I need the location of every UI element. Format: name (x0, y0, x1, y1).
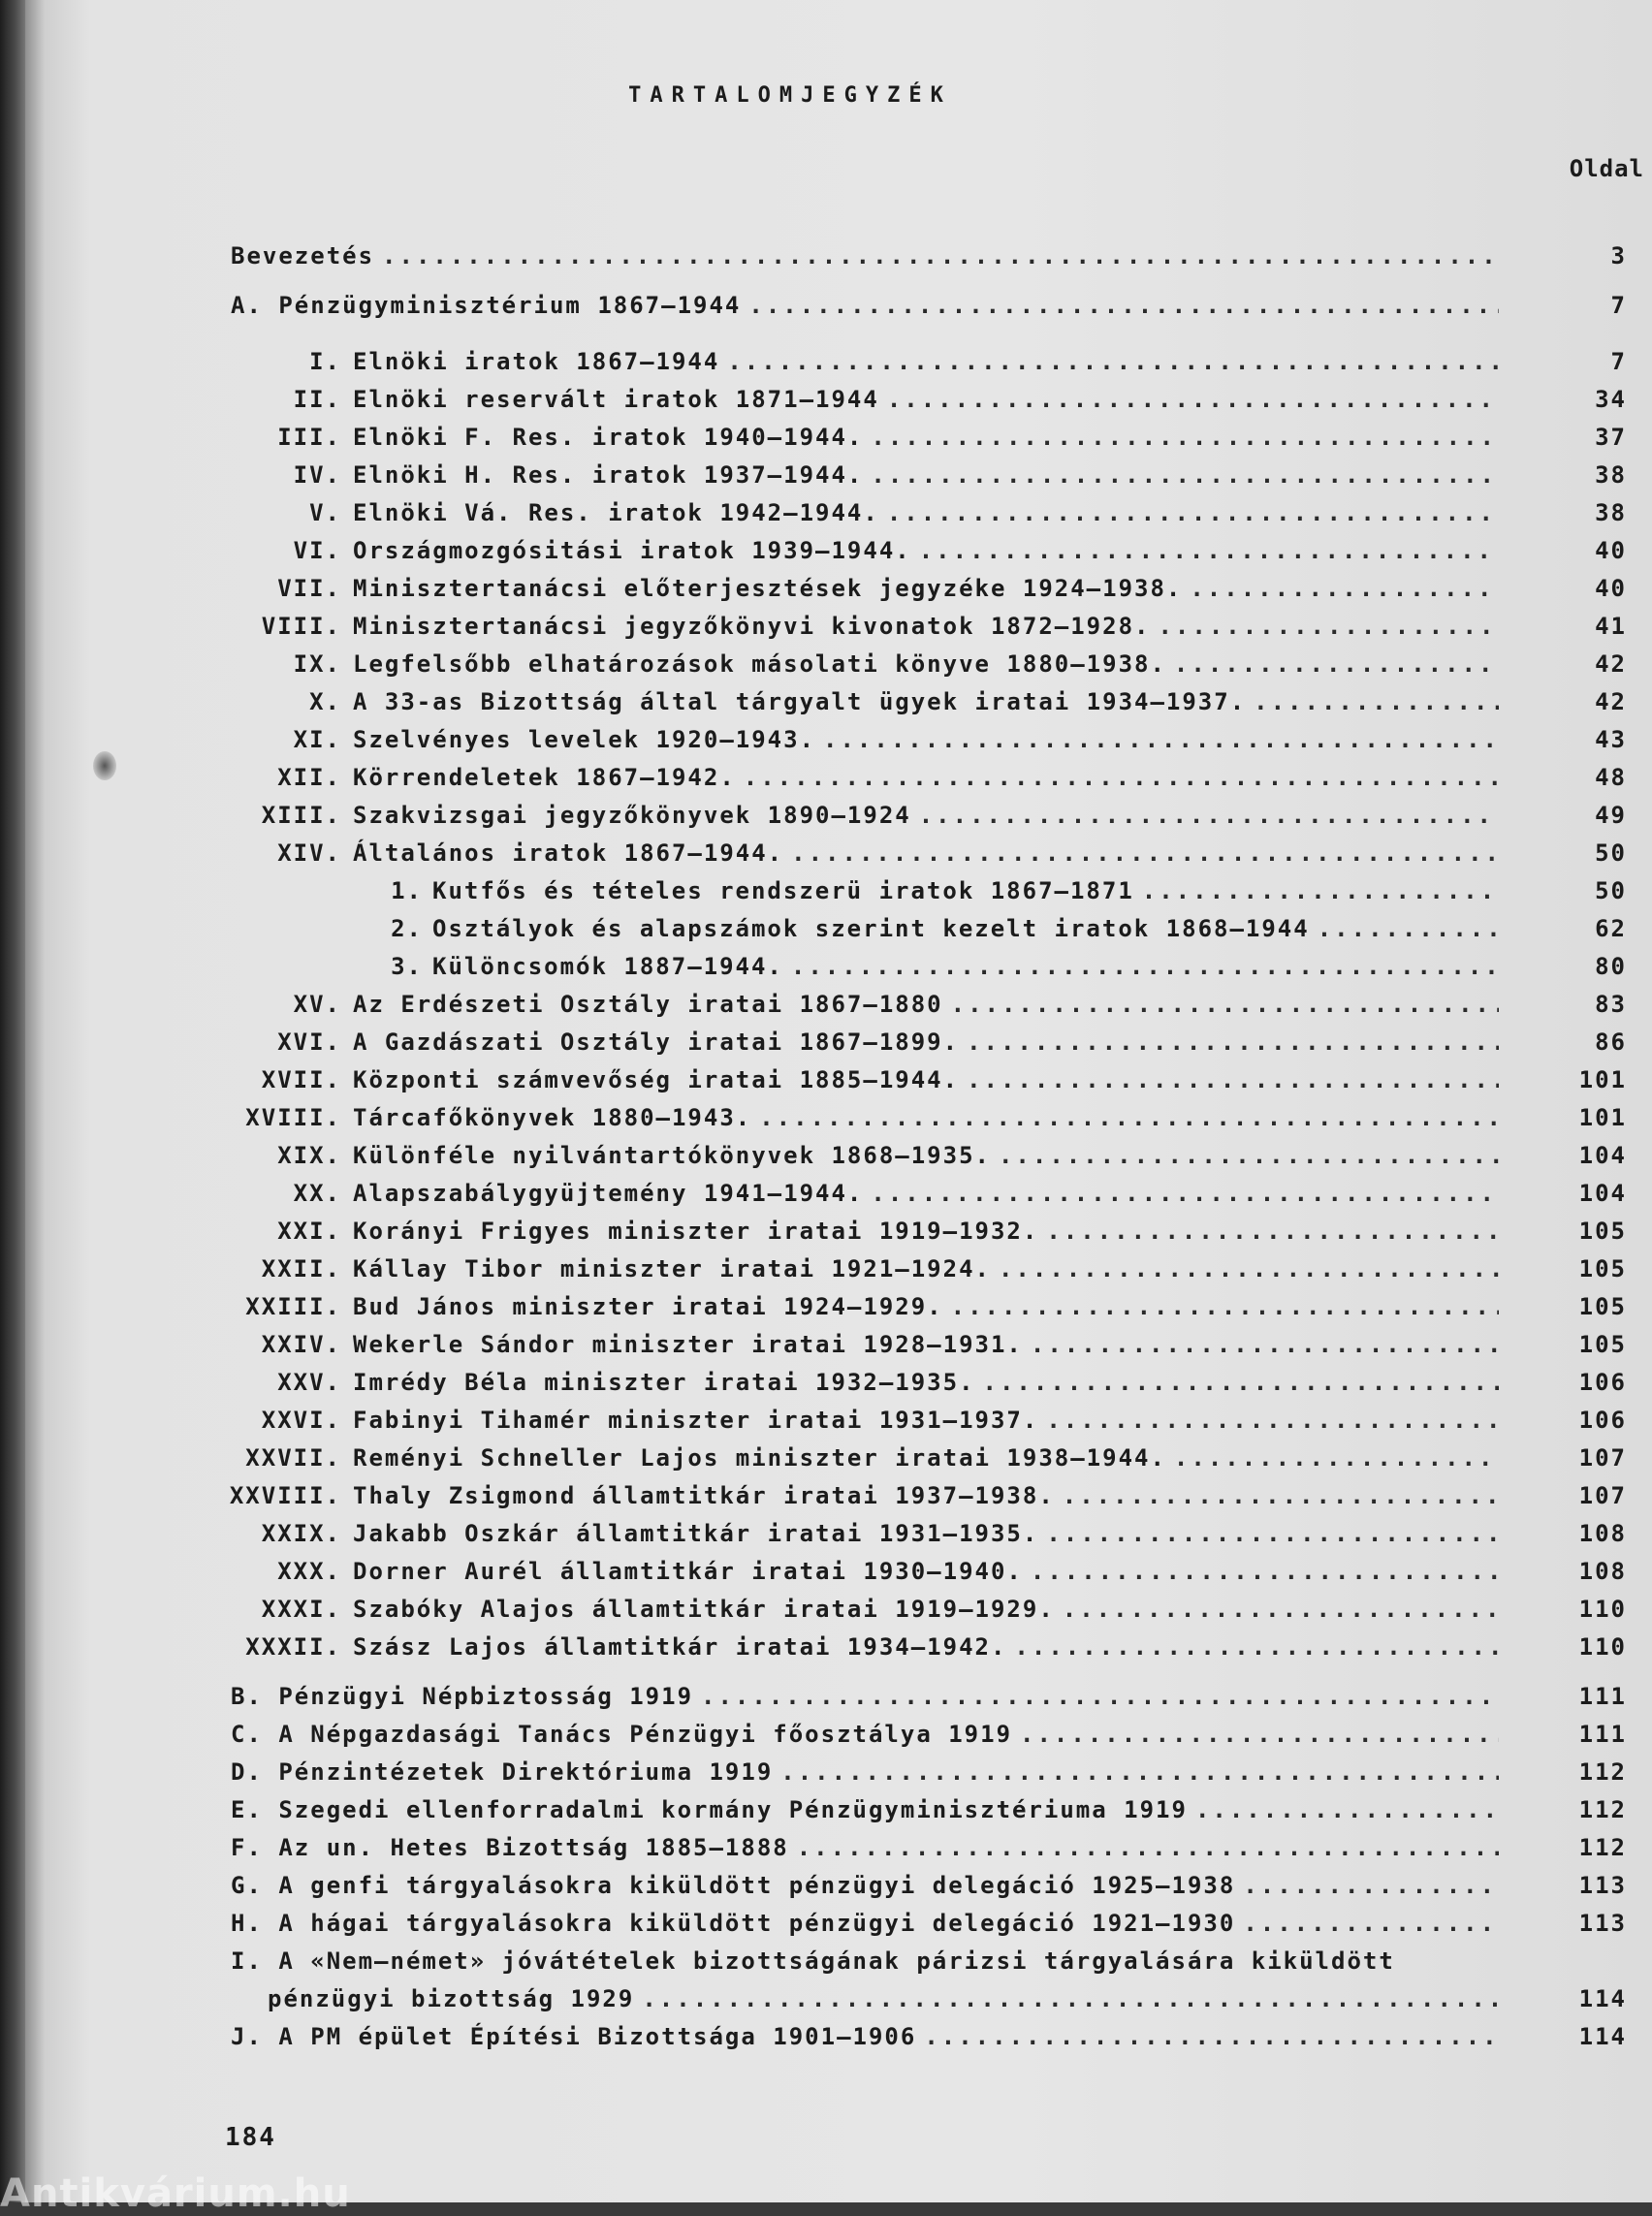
entry-text: Az Erdészeti Osztály iratai 1867–1880 (353, 991, 943, 1018)
entry-number: XXV. (277, 1369, 341, 1396)
dot-leader (1014, 1630, 1499, 1663)
entry-text: A. Pénzügyminisztérium 1867–1944 (231, 292, 742, 319)
entry-page-number: 106 (1578, 1369, 1627, 1396)
entry-number: XVII. (261, 1066, 341, 1093)
dot-leader (924, 2020, 1499, 2053)
entry-text: Bevezetés (231, 242, 375, 269)
page-title: TARTALOMJEGYZÉK (628, 83, 952, 108)
dot-leader (1174, 1441, 1499, 1474)
toc-subentry (25, 1404, 1652, 1437)
dot-leader (727, 345, 1499, 378)
entry-number: XVIII. (245, 1104, 341, 1131)
toc-subentry (25, 799, 1652, 832)
toc-subentry (25, 1593, 1652, 1626)
entry-text: E. Szegedi ellenforradalmi kormány Pénzügyminisztériuma 1919 (231, 1796, 1188, 1823)
entry-text: Jakabb Oszkár államtitkár iratai 1931–1935. (353, 1520, 1039, 1547)
entry-number: XIII. (261, 802, 341, 829)
entry-page-number: 114 (1578, 2023, 1627, 2050)
entry-number: VIII. (261, 613, 341, 640)
entry-text: Elnöki Vá. Res. iratok 1942–1944. (353, 499, 879, 526)
entry-page-number: 107 (1578, 1482, 1627, 1509)
toc-subentry (25, 1215, 1652, 1248)
entry-number: 2. (391, 915, 423, 942)
entry-number: XXVIII. (229, 1482, 341, 1509)
entry-text: Központi számvevőség iratai 1885–1944. (353, 1066, 960, 1093)
dot-leader (871, 1177, 1499, 1210)
entry-text: Elnöki F. Res. iratok 1940–1944. (353, 424, 864, 451)
entry-page-number: 112 (1578, 1758, 1627, 1786)
dot-leader (967, 1063, 1499, 1096)
toc-subentry (25, 345, 1652, 378)
entry-number: X. (309, 688, 341, 715)
entry-text: I. A «Nem–német» jóvátételek bizottságának párizsi tárgyalására kiküldött (231, 1947, 1395, 1975)
entry-page-number: 7 (1610, 348, 1627, 375)
entry-page-number: 106 (1578, 1407, 1627, 1434)
dot-leader (701, 1680, 1499, 1713)
toc-subentry (25, 1555, 1652, 1588)
entry-page-number: 113 (1578, 1872, 1627, 1899)
entry-text: Fabinyi Tihamér miniszter iratai 1931–1937. (353, 1407, 1039, 1434)
entry-text: G. A genfi tárgyalásokra kiküldött pénzügyi delegáció 1925–1938 (231, 1872, 1236, 1899)
toc-subsubentry (25, 874, 1652, 907)
entry-number: XXXII. (245, 1633, 341, 1661)
entry-text: Különféle nyilvántartókönyvek 1868–1935. (353, 1142, 991, 1169)
dot-leader (797, 1831, 1499, 1864)
footer-page-number: 184 (225, 2123, 276, 2152)
dot-leader (871, 421, 1499, 454)
entry-page-number: 111 (1578, 1721, 1627, 1748)
entry-page-number: 50 (1595, 877, 1627, 904)
entry-page-number: 105 (1578, 1255, 1627, 1282)
entry-page-number: 3 (1610, 242, 1627, 269)
dot-leader (983, 1366, 1499, 1399)
entry-number: II. (293, 386, 341, 413)
toc-subentry (25, 1026, 1652, 1059)
entry-number: XXIII. (245, 1293, 341, 1320)
entry-text: Általános iratok 1867–1944. (353, 839, 784, 867)
entry-page-number: 40 (1595, 537, 1627, 564)
entry-page-number: 108 (1578, 1520, 1627, 1547)
entry-number: XIX. (277, 1142, 341, 1169)
dot-leader (382, 239, 1499, 272)
toc-subentry (25, 496, 1652, 529)
entry-page-number: 83 (1595, 991, 1627, 1018)
entry-text: Imrédy Béla miniszter iratai 1932–1935. (353, 1369, 975, 1396)
entry-text: Dorner Aurél államtitkár iratai 1930–1940. (353, 1558, 1023, 1585)
toc-subentry (25, 1479, 1652, 1512)
entry-number: XXVII. (245, 1444, 341, 1472)
toc-subentry (25, 534, 1652, 567)
dot-leader (1031, 1555, 1499, 1588)
entry-text: C. A Népgazdasági Tanács Pénzügyi főosztálya 1919 (231, 1721, 1013, 1748)
dot-leader (791, 950, 1499, 983)
entry-page-number: 38 (1595, 461, 1627, 489)
toc-subentry (25, 459, 1652, 491)
entry-number: VII. (277, 575, 341, 602)
entry-page-number: 112 (1578, 1834, 1627, 1861)
entry-text: Alapszabálygyüjtemény 1941–1944. (353, 1180, 864, 1207)
dot-leader (887, 496, 1499, 529)
entry-text: Szelvényes levelek 1920–1943. (353, 726, 816, 753)
watermark: Antikvárium.hu (0, 2171, 351, 2216)
entry-page-number: 42 (1595, 650, 1627, 678)
entry-number: IX. (293, 650, 341, 678)
dot-leader (871, 459, 1499, 491)
dot-leader (887, 383, 1499, 416)
entry-page-number: 112 (1578, 1796, 1627, 1823)
entry-text: Különcsomók 1887–1944. (432, 953, 783, 980)
toc-subentry (25, 1252, 1652, 1285)
toc-entry (25, 1945, 1652, 1978)
entry-text: Korányi Frigyes miniszter iratai 1919–1932. (353, 1218, 1039, 1245)
toc-subentry (25, 988, 1652, 1021)
dot-leader (1046, 1517, 1499, 1550)
toc-subentry (25, 610, 1652, 643)
dot-leader (642, 1982, 1499, 2015)
entry-number: XV. (293, 991, 341, 1018)
toc-subentry (25, 1328, 1652, 1361)
dot-leader (919, 534, 1499, 567)
dot-leader (951, 1290, 1499, 1323)
toc-subentry (25, 837, 1652, 870)
dot-leader (823, 723, 1499, 756)
dot-leader (999, 1252, 1499, 1285)
toc-entry (25, 1793, 1652, 1826)
toc-subsubentry (25, 912, 1652, 945)
dot-leader (1318, 912, 1499, 945)
dot-leader (780, 1756, 1499, 1789)
toc-subentry (25, 761, 1652, 794)
entry-page-number: 86 (1595, 1029, 1627, 1056)
entry-number: 3. (391, 953, 423, 980)
entry-text: Reményi Schneller Lajos miniszter iratai 1938–1944. (353, 1444, 1166, 1472)
dot-leader (919, 799, 1499, 832)
entry-page-number: 110 (1578, 1633, 1627, 1661)
entry-page-number: 101 (1578, 1104, 1627, 1131)
entry-page-number: 105 (1578, 1293, 1627, 1320)
toc-subentry (25, 1517, 1652, 1550)
entry-page-number: 101 (1578, 1066, 1627, 1093)
dot-leader (967, 1026, 1499, 1059)
entry-page-number: 111 (1578, 1683, 1627, 1710)
entry-page-number: 104 (1578, 1142, 1627, 1169)
entry-number: IV. (293, 461, 341, 489)
entry-text: B. Pénzügyi Népbiztosság 1919 (231, 1683, 694, 1710)
entry-text: Minisztertanácsi előterjesztések jegyzéke 1924–1938. (353, 575, 1183, 602)
dot-leader (1020, 1718, 1499, 1751)
entry-number: XXIX. (261, 1520, 341, 1547)
toc-entry (25, 1831, 1652, 1864)
toc-subentry (25, 1441, 1652, 1474)
dot-leader (1195, 1793, 1499, 1826)
entry-text: Tárcafőkönyvek 1880–1943. (353, 1104, 752, 1131)
dot-leader (1142, 874, 1499, 907)
entry-page-number: 38 (1595, 499, 1627, 526)
entry-page-number: 105 (1578, 1218, 1627, 1245)
entry-text: A Gazdászati Osztály iratai 1867–1899. (353, 1029, 960, 1056)
entry-page-number: 34 (1595, 386, 1627, 413)
entry-number: V. (309, 499, 341, 526)
entry-text: Elnöki reservált iratok 1871–1944 (353, 386, 879, 413)
toc-entry (25, 1718, 1652, 1751)
entry-number: XI. (293, 726, 341, 753)
entry-number: XXII. (261, 1255, 341, 1282)
toc-subentry (25, 1139, 1652, 1172)
entry-text: Kállay Tibor miniszter iratai 1921–1924. (353, 1255, 991, 1282)
toc-entry (25, 1869, 1652, 1902)
entry-number: XVI. (277, 1029, 341, 1056)
toc-subentry (25, 1366, 1652, 1399)
entry-page-number: 110 (1578, 1596, 1627, 1623)
entry-page-number: 108 (1578, 1558, 1627, 1585)
entry-number: XIV. (277, 839, 341, 867)
entry-page-number: 114 (1578, 1985, 1627, 2012)
toc-subentry (25, 1290, 1652, 1323)
entry-number: XXIV. (261, 1331, 341, 1358)
entry-text: Bud János miniszter iratai 1924–1929. (353, 1293, 943, 1320)
entry-text: Elnöki H. Res. iratok 1937–1944. (353, 461, 864, 489)
entry-number: XXVI. (261, 1407, 341, 1434)
dot-leader (951, 988, 1499, 1021)
entry-text: F. Az un. Hetes Bizottság 1885–1888 (231, 1834, 789, 1861)
toc-subentry (25, 421, 1652, 454)
toc-subentry (25, 648, 1652, 681)
dot-leader (999, 1139, 1499, 1172)
document-page (25, 0, 1652, 2202)
dot-leader (1254, 685, 1499, 718)
entry-page-number: 113 (1578, 1910, 1627, 1937)
entry-page-number: 40 (1595, 575, 1627, 602)
toc-entry (25, 1680, 1652, 1713)
entry-text: Szász Lajos államtitkár iratai 1934–1942. (353, 1633, 1007, 1661)
toc-entry (25, 1907, 1652, 1940)
entry-text: Minisztertanácsi jegyzőkönyvi kivonatok 1872–1928. (353, 613, 1151, 640)
entry-text: D. Pénzintézetek Direktóriuma 1919 (231, 1758, 774, 1786)
entry-text: J. A PM épület Építési Bizottsága 1901–1906 (231, 2023, 917, 2050)
entry-number: 1. (391, 877, 423, 904)
toc-entry (25, 289, 1652, 322)
toc-subentry (25, 723, 1652, 756)
toc-subentry (25, 572, 1652, 605)
entry-number: XXX. (277, 1558, 341, 1585)
toc-subentry (25, 1101, 1652, 1134)
toc-entry (25, 1756, 1652, 1789)
entry-page-number: 50 (1595, 839, 1627, 867)
toc-subentry (25, 1630, 1652, 1663)
toc-subsubentry (25, 950, 1652, 983)
dot-leader (744, 761, 1499, 794)
toc-subentry (25, 685, 1652, 718)
entry-number: XXXI. (261, 1596, 341, 1623)
dot-leader (748, 289, 1499, 322)
entry-text: pénzügyi bizottság 1929 (268, 1985, 635, 2012)
dot-leader (1063, 1479, 1499, 1512)
dot-leader (1158, 610, 1499, 643)
entry-page-number: 42 (1595, 688, 1627, 715)
entry-page-number: 49 (1595, 802, 1627, 829)
entry-page-number: 105 (1578, 1331, 1627, 1358)
entry-number: XX. (293, 1180, 341, 1207)
entry-page-number: 80 (1595, 953, 1627, 980)
entry-page-number: 43 (1595, 726, 1627, 753)
entry-page-number: 104 (1578, 1180, 1627, 1207)
entry-page-number: 37 (1595, 424, 1627, 451)
entry-text: A 33-as Bizottság által tárgyalt ügyek iratai 1934–1937. (353, 688, 1247, 715)
dot-leader (1046, 1215, 1499, 1248)
entry-text: Országmozgósitási iratok 1939–1944. (353, 537, 911, 564)
toc-subentry (25, 1063, 1652, 1096)
entry-number: VI. (293, 537, 341, 564)
entry-text: Thaly Zsigmond államtitkár iratai 1937–1938. (353, 1482, 1055, 1509)
entry-text: H. A hágai tárgyalásokra kiküldött pénzügyi delegáció 1921–1930 (231, 1910, 1236, 1937)
dot-leader (1174, 648, 1499, 681)
dot-leader (1031, 1328, 1499, 1361)
toc-subentry (25, 383, 1652, 416)
entry-page-number: 62 (1595, 915, 1627, 942)
toc-entry (25, 239, 1652, 272)
dot-leader (759, 1101, 1499, 1134)
entry-text: Elnöki iratok 1867–1944 (353, 348, 720, 375)
entry-page-number: 7 (1610, 292, 1627, 319)
entry-text: Körrendeletek 1867–1942. (353, 764, 736, 791)
entry-text: Osztályok és alapszámok szerint kezelt iratok 1868–1944 (432, 915, 1310, 942)
entry-text: Wekerle Sándor miniszter iratai 1928–1931. (353, 1331, 1023, 1358)
entry-page-number: 107 (1578, 1444, 1627, 1472)
entry-number: XXI. (277, 1218, 341, 1245)
dot-leader (1243, 1869, 1499, 1902)
entry-number: XII. (277, 764, 341, 791)
dot-leader (1243, 1907, 1499, 1940)
dot-leader (791, 837, 1499, 870)
dot-leader (1046, 1404, 1499, 1437)
entry-number: I. (309, 348, 341, 375)
toc-subentry (25, 1177, 1652, 1210)
toc-entry-continuation (25, 1982, 1652, 2015)
entry-number: III. (277, 424, 341, 451)
entry-text: Legfelsőbb elhatározások másolati könyve 1880–1938. (353, 650, 1166, 678)
entry-page-number: 41 (1595, 613, 1627, 640)
dot-leader (1190, 572, 1499, 605)
toc-entry (25, 2020, 1652, 2053)
entry-text: Szabóky Alajos államtitkár iratai 1919–1929. (353, 1596, 1055, 1623)
entry-text: Kutfős és tételes rendszerü iratok 1867–1871 (432, 877, 1134, 904)
entry-text: Szakvizsgai jegyzőkönyvek 1890–1924 (353, 802, 911, 829)
dot-leader (1063, 1593, 1499, 1626)
entry-page-number: 48 (1595, 764, 1627, 791)
book-binding-shadow (0, 0, 25, 2202)
page-column-header: Oldal (1569, 155, 1644, 182)
